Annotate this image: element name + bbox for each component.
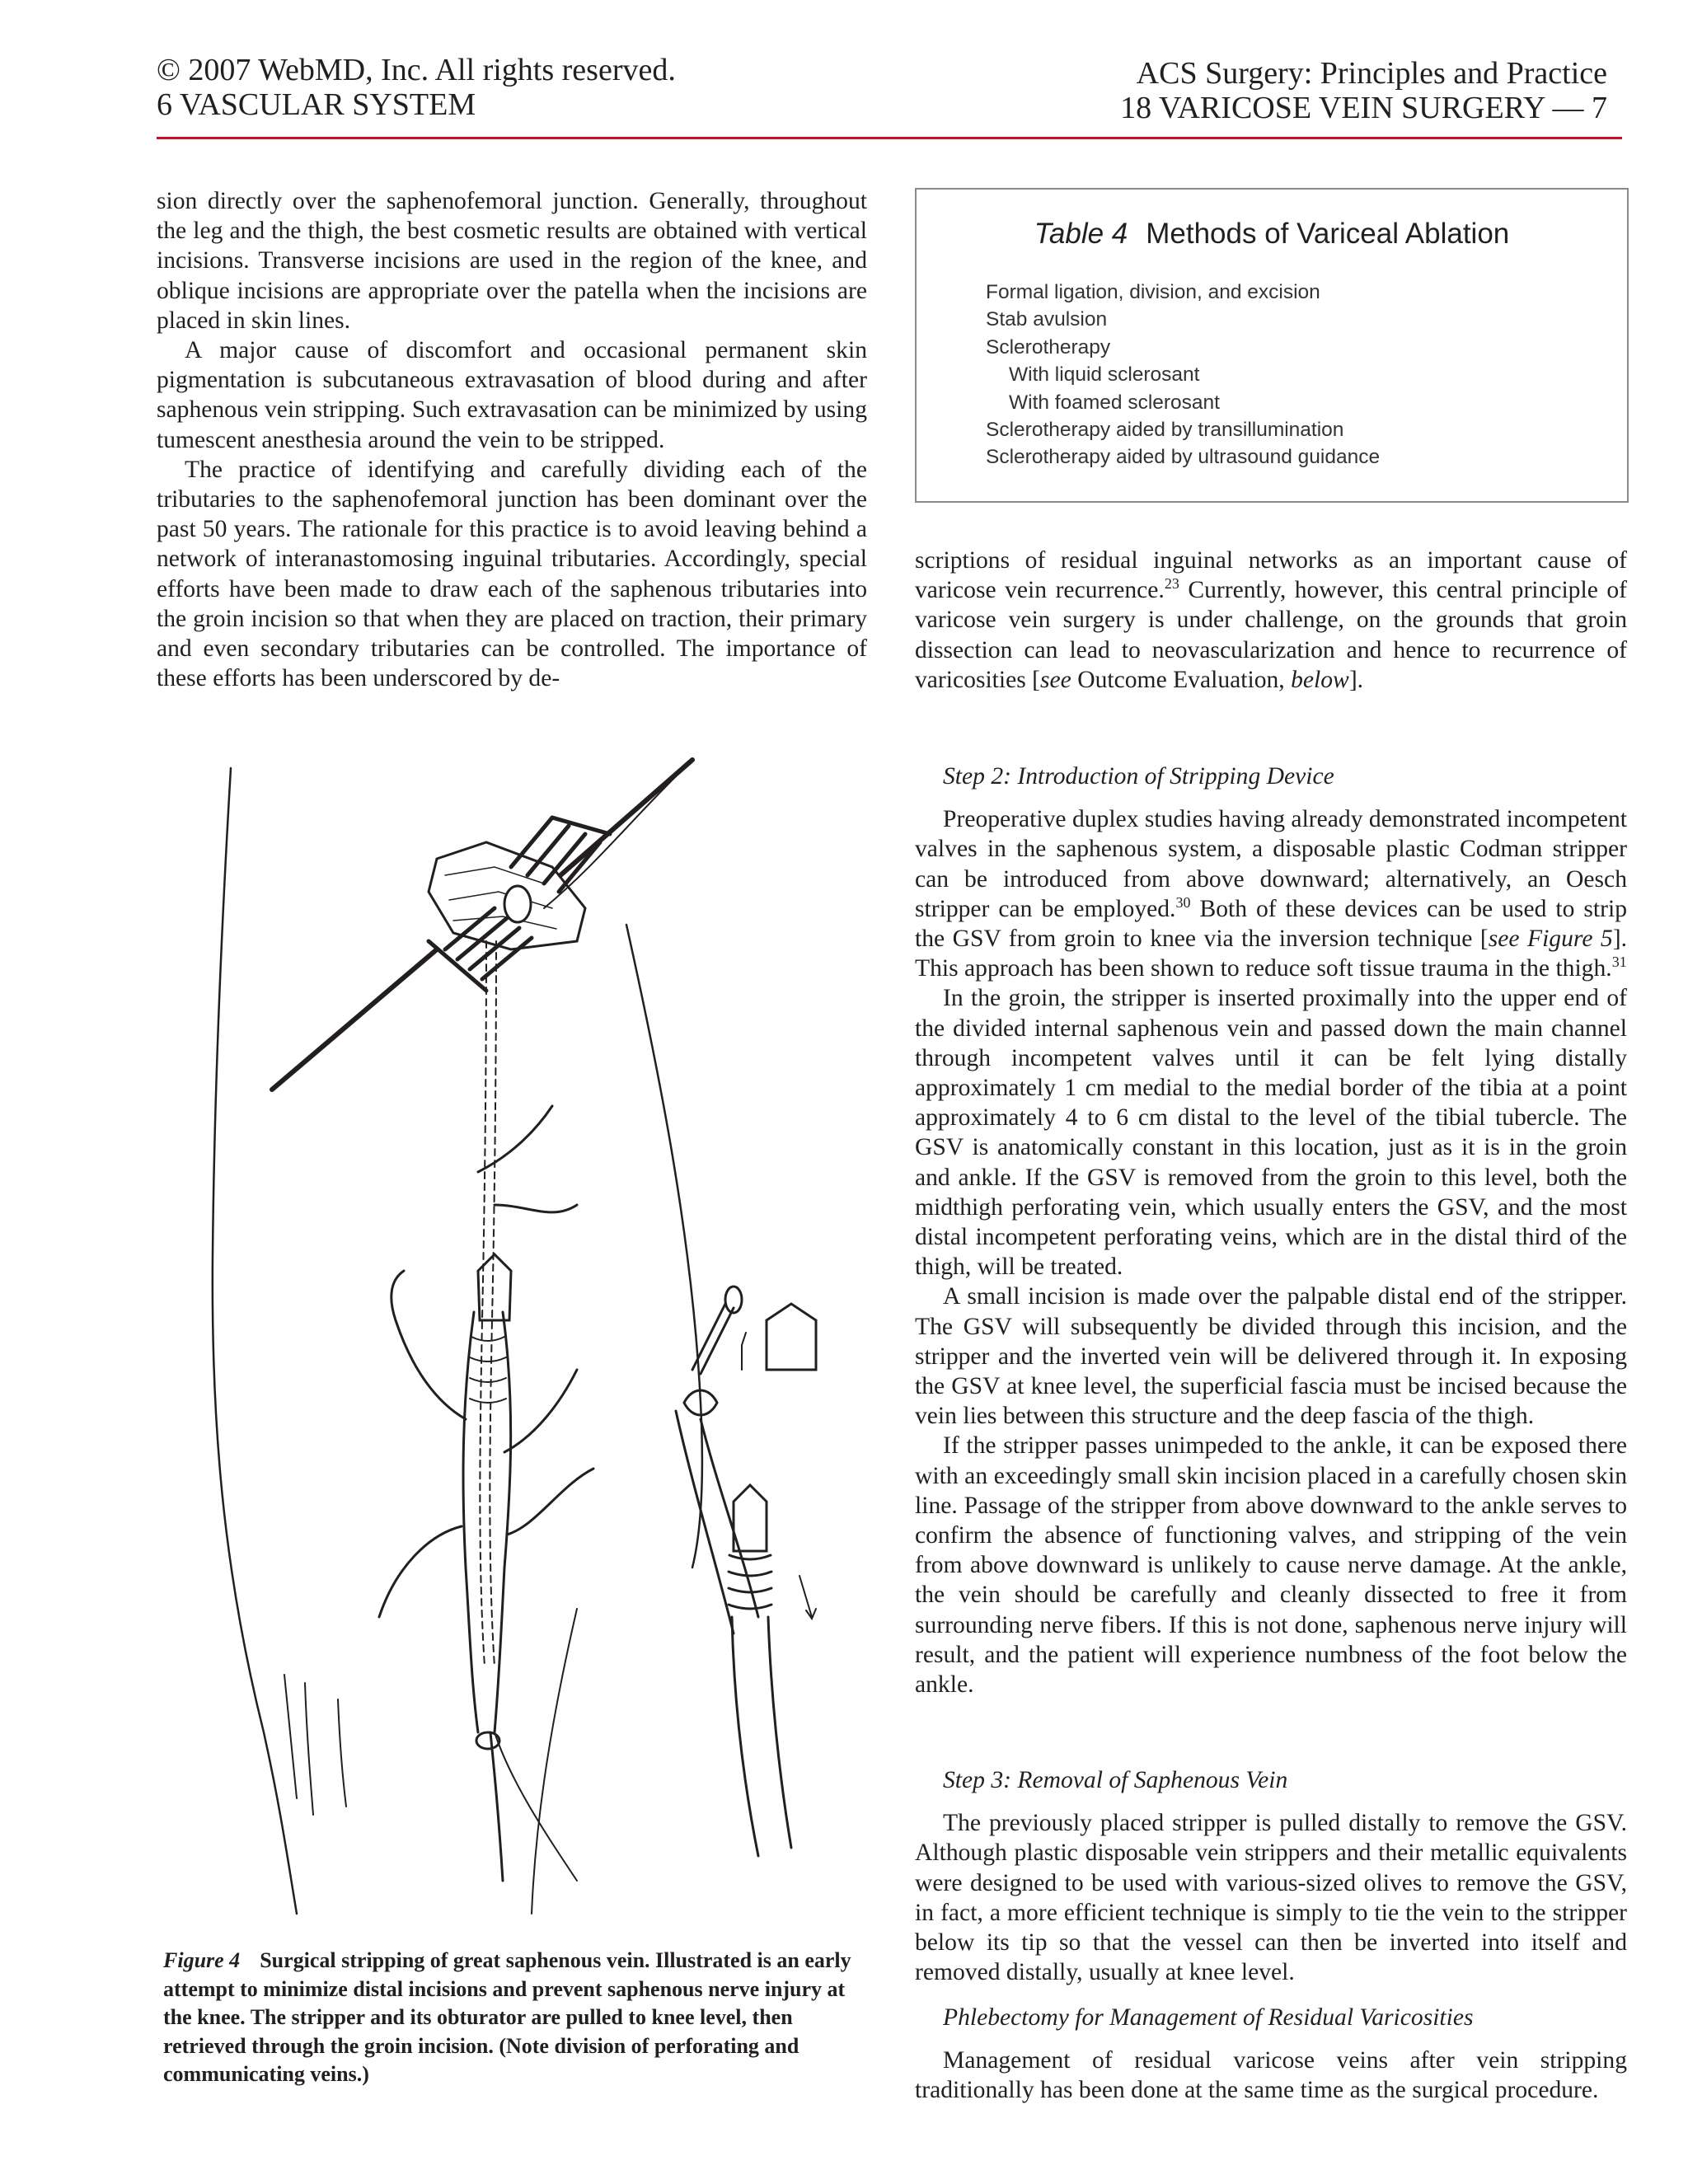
inset-inverted-vein: [729, 1485, 816, 1856]
chapter-line: 18 VARICOSE VEIN SURGERY — 7: [1120, 91, 1607, 125]
right-column-phlebectomy: [915, 1988, 1627, 2106]
book-title: ACS Surgery: Principles and Practice: [1136, 56, 1607, 91]
knee-crease: [305, 1683, 313, 1815]
paragraph: [915, 546, 1627, 695]
table-row: Formal ligation, division, and excision: [986, 281, 1320, 303]
stripper-path: [480, 941, 486, 1666]
tributary-vein: [478, 1106, 577, 1212]
figure-4-illustration: [165, 743, 865, 1922]
saphenous-vein: [463, 1312, 478, 1732]
text-run: Outcome Evaluation,: [1071, 666, 1292, 693]
text-run: Currently, however, this central principle of varicose vein surgery is under challenge, on the grounds that groin dissection can lead to neovascularization and hence to recurrence of varicosities [: [915, 577, 1627, 693]
section-line: 6 VASCULAR SYSTEM: [157, 87, 476, 122]
paragraph: Management of residual varicose veins after vein stripping traditionally has been done at the same time as the surgical procedure.: [915, 2047, 1627, 2104]
paragraph: The practice of identifying and carefully dividing each of the tributaries to the saphenofemoral junction has been dominant over the past 50 years. The rationale for this practice is to avoid leaving behind a network of interanastomosing inguinal tributaries. Accordingly, special efforts have been made to draw each of the saphenous tributaries into the groin incision so that when they are placed on traction, their primary and even secondary tributaries can be controlled. The importance of these efforts has been underscored by de-: [157, 456, 867, 692]
table-number: Table 4: [1034, 218, 1128, 250]
tributary-vein: [504, 1370, 577, 1452]
text-run: Preoperative duplex studies having already demonstrated incompetent valves in the saphenous system, a disposable plastic Codman stripper can be introduced from above downward; alternatively, an Oesch stripper can be employed.: [915, 806, 1628, 922]
step2-heading: Step 2: Introduction of Stripping Device: [943, 763, 1334, 790]
table-title-text: Methods of Variceal Ablation: [1146, 218, 1510, 250]
tributary-vein: [379, 1526, 462, 1617]
table-title: [917, 218, 1627, 251]
retractor-lower: [272, 908, 532, 1090]
figure-number: Figure 4: [163, 1948, 241, 1972]
paragraph: The previously placed stripper is pulled distally to remove the GSV. Although plastic disposable vein strippers and their metallic equivalents were designed to be used with various-sized olives to remove the GSV, in fact, a more efficient technique is simply to tie the vein to the stripper below its tip so that the vessel can then be inverted into itself and removed distally, usually at knee level.: [915, 1810, 1627, 1986]
left-column: [157, 186, 867, 693]
leg-outline-left: [213, 768, 297, 1914]
tributary-vein: [507, 1469, 593, 1535]
figure-caption-text: Surgical stripping of great saphenous vein. Illustrated is an early attempt to minimize distal incisions and prevent saphenous nerve injury at the knee. The stripper and its obturator are pulled to knee level, then retrieved through the groin incision. (Note division of perforating and communicating veins.): [163, 1948, 851, 2086]
table-row: Sclerotherapy aided by transillumination: [986, 419, 1344, 442]
paragraph: In the groin, the stripper is inserted proximally into the upper end of the divided internal saphenous vein and passed down the main channel through incompetent valves until it can be felt lying distally approximately 1 cm medial to the medial border of the tibia at a point approximately 4 to 6 cm distal to the level of the tibial tubercle. The GSV is anatomically constant in this location, just as it is in the groin and ankle. If the GSV is removed from the groin to this level, both the midthigh perforating vein, which usually enters the GSV, and the most distal incompetent perforating veins, which are in the distal third of the thigh, will be treated.: [915, 985, 1627, 1281]
table-row: Sclerotherapy aided by ultrasound guidance: [986, 446, 1381, 469]
leg-outline-right-lower: [532, 1609, 577, 1914]
text-run: see: [1040, 666, 1071, 693]
table-row: With foamed sclerosant: [1009, 391, 1220, 414]
citation: 31: [1611, 954, 1627, 971]
figure-caption: [163, 1947, 874, 2089]
table-row: Sclerotherapy: [986, 335, 1111, 359]
right-column-step2: [915, 747, 1627, 1699]
table-row: With liquid sclerosant: [1009, 363, 1200, 387]
right-column-step3: [915, 1750, 1627, 1987]
knee-crease: [284, 1675, 297, 1798]
paragraph: sion directly over the saphenofemoral junction. Generally, throughout the leg and the thigh, the best cosmetic results are obtained with vertical incisions. Transverse incisions are used in the region of the knee, and oblique incisions are appropriate over the patella when the incisions are placed in skin lines.: [157, 188, 867, 334]
text-run: ]. This approach has been shown to reduce soft tissue trauma in the thigh.: [915, 926, 1627, 982]
text-run: ].: [1348, 666, 1364, 693]
running-header-left: [157, 53, 676, 122]
header-rule: [157, 137, 1622, 139]
retractor-upper: [511, 760, 692, 892]
tributary-vein: [490, 1732, 503, 1881]
paragraph: A major cause of discomfort and occasional permanent skin pigmentation is subcutaneous extravasation of blood during and after saphenous vein stripping. Such extravasation can be minimized by using tumescent anesthesia around the vein to be stripped.: [157, 337, 867, 453]
running-header-right: [1120, 56, 1607, 125]
text-run: see Figure 5: [1488, 926, 1613, 953]
right-column-top: [915, 546, 1627, 695]
text-run: Both of these devices can be used to strip the GSV from groin to knee via the inversion technique [: [915, 895, 1627, 953]
text-run: below: [1291, 666, 1349, 693]
text-run: scriptions of residual inguinal networks as an important cause of varicose vein recurrence.: [915, 547, 1627, 604]
paragraph: [915, 804, 1627, 983]
copyright-line: © 2007 WebMD, Inc. All rights reserved.: [157, 53, 676, 87]
citation: 30: [1175, 893, 1191, 911]
paragraph: A small incision is made over the palpable distal end of the stripper. The GSV will subsequently be divided through this incision, and the stripper and the inverted vein will be delivered through it. In exposing the GSV at knee level, the superficial fascia must be incised because the vein lies between this structure and the deep fascia of the thigh.: [915, 1283, 1627, 1430]
tributary-vein: [392, 1271, 466, 1419]
citation: 23: [1164, 575, 1179, 593]
knee-crease: [338, 1699, 346, 1807]
phlebectomy-heading: Phlebectomy for Management of Residual Varicosities: [943, 2004, 1474, 2031]
step3-heading: Step 3: Removal of Saphenous Vein: [943, 1767, 1288, 1793]
table-rows: [986, 279, 1380, 471]
table-row: Stab avulsion: [986, 308, 1108, 331]
paragraph: If the stripper passes unimpeded to the ankle, it can be exposed there with an exceedingly small skin incision placed in a carefully chosen skin line. Passage of the stripper from above downward to the ankle serves to confirm the absence of functioning valves, and stripping of the vein from above downward is unlikely to cause nerve damage. At the ankle, the vein should be carefully and cleanly dissected to free it from surrounding nerve fibers. If this is not done, saphenous nerve injury will result, and the patient will experience numbness of the foot below the ankle.: [915, 1432, 1627, 1699]
table-4: [915, 188, 1629, 503]
